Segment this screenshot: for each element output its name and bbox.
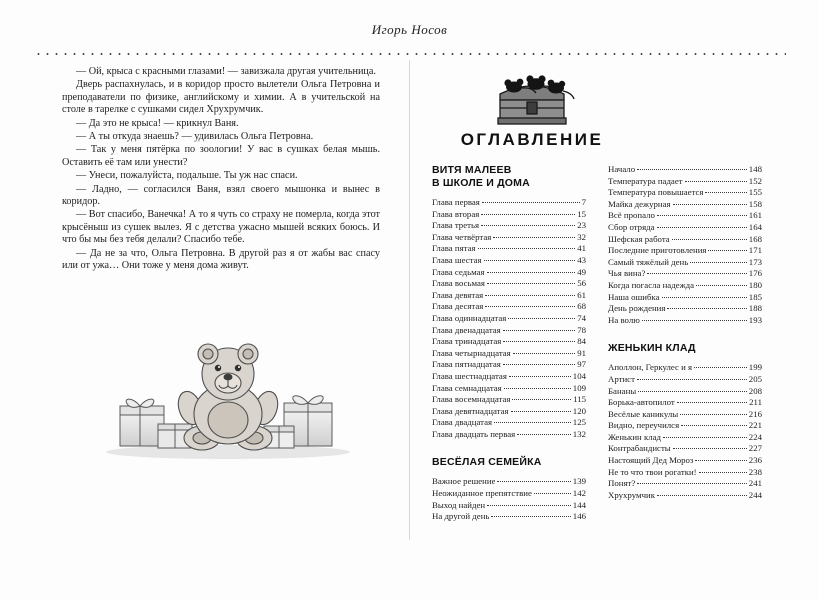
toc-leader [481,214,575,215]
toc-entry-title: Хрухрумчик [608,489,655,500]
toc-entry-page: 142 [572,488,586,499]
toc-entry[interactable] [432,500,586,512]
toc-leader [662,297,747,298]
toc-entry-title: Аполлон, Геркулес и я [608,362,693,373]
toc-entry-page: 109 [572,382,586,393]
toc-entry-title: Настоящий Дед Мороз [608,455,694,466]
toc-entry-page: 23 [577,220,586,231]
toc-entry-title: Самый тяжёлый день [608,256,689,267]
toc-entry-title: Глава восьмая [432,278,485,289]
toc-entry[interactable] [432,220,586,232]
toc-leader [637,169,747,170]
paragraph: — Вот спасибо, Ванечка! А то я чуть со страху не померла, когда этот крысёныш из сушек вылез. Я с детства ужасно мышей всяких боюсь. И что бы мы без тебя делали? Спасибо тебе. [62,209,380,246]
toc-leader [534,493,571,494]
toc-leader [509,376,571,377]
toc-entry[interactable] [432,325,586,337]
toc-entry[interactable] [608,245,762,257]
toc-entry-page: 173 [748,256,762,267]
toc-entry[interactable] [432,290,586,302]
toc-leader [487,272,576,273]
paragraph: — Да не за что, Ольга Петровна. В другой раз я от жабы вас спасу или от ужа… Они тоже у меня дома живут. [62,247,380,272]
toc-entry[interactable] [608,234,762,246]
toc-leader [680,414,747,415]
paragraph: — Унеси, пожалуйста, подальше. Ты уж нас спаси. [76,170,298,182]
toc-entry-page: 41 [577,243,586,254]
toc-entry-title: Весёлые каникулы [608,408,679,419]
toc-entry-page: 139 [572,476,586,487]
toc-entry-title: Глава десятая [432,301,484,312]
toc-entry-title: Неожиданное препятствие [432,488,532,499]
toc-entry-title: Глава пятая [432,243,476,254]
toc-entry-title: Глава восемнадцатая [432,394,511,405]
toc-entry[interactable] [432,383,586,395]
toc-entry[interactable] [432,278,586,290]
toc-leader [508,318,575,319]
toc-entry-page: 205 [748,373,762,384]
toc-entry[interactable] [432,429,586,441]
toc-leader [481,225,575,226]
toc-entry-title: Бананы [608,385,637,396]
dotted-divider [34,52,786,56]
toc-leader [494,422,571,423]
toc-entry[interactable] [608,315,762,327]
toc-leader [478,248,576,249]
toc-leader [503,364,575,365]
toc-entry-page: 152 [748,175,762,186]
toc-entry-title: Глава двенадцатая [432,324,501,335]
toc-entry-page: 91 [577,347,586,358]
toc-entry-page: 241 [748,478,762,489]
paragraph: — Ладно, — согласился Ваня, взял своего мышонка и вынес в коридор. [62,183,380,208]
toc-entry-title: Глава шестая [432,254,482,265]
toc-entry[interactable] [432,417,586,429]
toc-entry-page: 15 [577,208,586,219]
toc-leader [512,399,571,400]
toc-entry[interactable] [432,348,586,360]
toc-entry-title: Последние приготовления [608,245,707,256]
toc-entry[interactable] [608,257,762,269]
toc-entry-title: Глава двадцать первая [432,428,516,439]
toc-entry-title: Контрабандисты [608,443,671,454]
toc-leader [705,192,746,193]
toc-entry[interactable] [432,371,586,383]
toc-columns [432,164,762,523]
toc-entry-page: 32 [577,231,586,242]
toc-entry-page: 227 [748,443,762,454]
toc-entry-page: 185 [748,291,762,302]
toc-entry-title: Глава вторая [432,208,480,219]
toc-entry-title: Женькин клад [608,431,661,442]
toc-entry[interactable] [608,374,762,386]
toc-entry-page: 161 [748,210,762,221]
toc-leader [685,181,747,182]
toc-entry[interactable] [432,255,586,267]
toc-column-right [608,164,762,523]
toc-entry[interactable] [608,187,762,199]
toc-entry-page: 221 [748,420,762,431]
toc-entry-title: Глава четвёртая [432,231,492,242]
toc-entry-page: 120 [572,405,586,416]
toc-entry-page: 61 [577,289,586,300]
toc-entry[interactable] [608,362,762,374]
toc-entry-page: 115 [573,394,586,405]
toc-entry[interactable] [432,488,586,500]
toc-section-heading-zhenkin: ЖЕНЬКИН КЛАД [608,342,696,355]
toc-entry-title: На другой день [432,511,490,522]
toc-entry-page: 78 [577,324,586,335]
dotted-divider-line [34,52,786,56]
toc-entry-title: Майка дежурная [608,198,671,209]
toc-entry[interactable] [608,490,762,502]
body-text-column [62,66,380,274]
toc-entry-title: Чья вина? [608,268,646,279]
toc-leader [657,215,747,216]
toc-entry-title: На волю [608,314,640,325]
toc-entry-title: Глава тринадцатая [432,336,502,347]
toc-entry[interactable] [608,176,762,188]
toc-entry-page: 84 [577,336,586,347]
toc-emblem [432,68,762,164]
toc-entry-title: Выход найден [432,499,486,510]
toc-leader [657,495,747,496]
toc-leader [493,237,575,238]
toc-leader [667,308,746,309]
toc-entry-title: Важное решение [432,476,496,487]
toc-entry-title: Артист [608,373,635,384]
toc-entry[interactable] [608,386,762,398]
toc-leader [673,204,747,205]
toc-entry-page: 97 [577,359,586,370]
column-divider [409,60,410,540]
toc-entry-page: 224 [748,431,762,442]
toc-entry[interactable] [608,164,762,176]
toc-leader [638,391,747,392]
toc-entry-page: 125 [572,417,586,428]
toc-leader [637,483,747,484]
toc-entry[interactable] [608,222,762,234]
toc-leader [511,411,571,412]
toc-leader [497,481,570,482]
toc-entry-title: Глава третья [432,220,480,231]
toc-entry[interactable] [608,268,762,280]
toc-leader [513,353,575,354]
toc-entry-page: 180 [748,279,762,290]
toc-entry-page: 146 [572,511,586,522]
toc-entry-page: 188 [748,303,762,314]
toc-leader [694,367,747,368]
toc-entry[interactable] [432,313,586,325]
toc-entry-page: 104 [572,370,586,381]
toc-leader [695,460,746,461]
paragraph: — Да это не крыса! — крикнул Ваня. [76,117,239,129]
toc-entry-page: 7 [581,197,586,207]
paragraph: — Так у меня пятёрка по зоологии! У вас в сушках белая мышь. Оставить её там или унести? [62,144,380,168]
toc-entry[interactable] [608,210,762,222]
toc-entry-title: Глава одиннадцатая [432,312,507,323]
paragraph: Дверь распахнулась, и в коридор просто вылетели Ольга Петровна и преподаватели по физике, английскому и химии. А в учительской на столе в тарелке с сушками сидел Хрухрумчик. [62,79,380,116]
toc-leader [504,388,571,389]
toc-leader [485,306,575,307]
toc-entry-title: Глава пятнадцатая [432,359,501,370]
toc-entry-page: 216 [748,408,762,419]
toc-leader [482,202,580,203]
toc-entry[interactable] [432,243,586,255]
toc-entry[interactable] [432,301,586,313]
toc-entry-page: 164 [748,221,762,232]
toc-entry[interactable] [608,420,762,432]
toc-entry-page: 148 [748,164,762,174]
toc-entry-title: Температура повышается [608,187,704,198]
toc-entry-title: Начало [608,164,636,174]
toc-entry-title: Шефская работа [608,233,670,244]
toc-entry[interactable] [608,455,762,467]
toc-entry[interactable] [432,197,586,209]
toc-leader [503,341,575,342]
toc-entry-title: Когда погасла надежда [608,279,695,290]
toc-entry[interactable] [608,467,762,479]
toc-leader [681,425,747,426]
toc-section-heading-semeyka: ВЕСЁЛАЯ СЕМЕЙКА [432,456,542,469]
toc-entry[interactable] [432,394,586,406]
toc-leader [657,227,747,228]
toc-leader [491,516,570,517]
toc-entry-page: 43 [577,254,586,265]
toc-entry-page: 199 [748,362,762,373]
toc-leader [672,239,747,240]
table-of-contents [432,68,762,523]
toc-entry[interactable] [432,209,586,221]
toc-entry[interactable] [432,511,586,523]
toc-entry[interactable] [432,359,586,371]
toc-entry-page: 49 [577,266,586,277]
toc-entry-page: 238 [748,466,762,477]
toc-entry-page: 168 [748,233,762,244]
running-head: Игорь Носов [371,22,448,37]
toc-entry-title: День рождения [608,303,666,314]
toc-entry-title: Глава девятнадцатая [432,405,509,416]
toc-leader [696,285,747,286]
toc-entry[interactable] [608,409,762,421]
toc-entry[interactable] [432,232,586,244]
toc-leader [673,448,747,449]
toc-entry[interactable] [608,432,762,444]
toc-section-heading-line: В ШКОЛЕ И ДОМА [432,177,530,189]
toc-entry-page: 74 [577,312,586,323]
toc-entry-title: Всё пропало [608,210,655,221]
toc-entry-page: 244 [748,489,762,500]
toc-entry[interactable] [608,397,762,409]
toc-entry[interactable] [608,478,762,490]
toc-leader [690,262,747,263]
toc-entry-title: Видно, переучился [608,420,680,431]
toc-entry-page: 208 [748,385,762,396]
toc-leader [503,330,575,331]
toc-leader [485,295,575,296]
toc-title: ОГЛАВЛЕНИЕ [460,130,604,149]
toc-section-heading-vitya [432,164,586,190]
toc-entry-title: Понят? [608,478,636,489]
toc-leader [487,283,575,284]
toc-entry-title: Глава семнадцатая [432,382,502,393]
toc-entry[interactable] [608,199,762,211]
toc-entry[interactable] [608,280,762,292]
toc-entry[interactable] [608,292,762,304]
toc-entry-title: Глава шестнадцатая [432,370,507,381]
toc-entry[interactable] [432,476,586,488]
toc-entry[interactable] [432,406,586,418]
toc-entry[interactable] [432,336,586,348]
toc-leader [517,434,571,435]
toc-entry-page: 211 [749,397,762,408]
toc-entry-title: Сбор отряда [608,221,655,232]
toc-entry-title: Температура падает [608,175,683,186]
toc-entry-page: 193 [748,314,762,325]
toc-leader [708,250,746,251]
toc-entry-title: Борька-автопилот [608,397,675,408]
toc-entry-page: 56 [577,278,586,289]
toc-entry-title: Наша ошибка [608,291,660,302]
toc-leader [642,320,747,321]
toc-entry-title: Глава двадцатая [432,417,493,428]
toc-leader [663,437,747,438]
toc-leader [677,402,747,403]
toc-entry-page: 158 [748,198,762,209]
toc-column-left [432,164,586,523]
toc-entry-page: 144 [572,499,586,510]
toc-entry-page: 171 [748,245,762,256]
toc-entry-page: 68 [577,301,586,312]
toc-entry-page: 176 [748,268,762,279]
toc-section-heading-line: ВИТЯ МАЛЕЕВ [432,164,512,176]
toc-entry-title: Глава седьмая [432,266,485,277]
toc-leader [487,505,571,506]
toc-entry[interactable] [432,267,586,279]
toc-entry-page: 155 [748,187,762,198]
paragraph: — А ты откуда знаешь? — удивилась Ольга Петровна. [76,131,314,143]
toc-entry-title: Не то что твои рогатки! [608,466,697,477]
toc-entry-page: 236 [748,455,762,466]
paragraph: — Ой, крыса с красными глазами! — завизжала другая учительница. [76,66,376,77]
toc-entry-page: 132 [572,428,586,439]
toc-entry[interactable] [608,303,762,315]
toc-leader [484,260,576,261]
toc-entry-title: Глава четырнадцатая [432,347,511,358]
toc-leader [637,379,747,380]
toc-entry[interactable] [608,443,762,455]
toc-entry-title: Глава девятая [432,289,484,300]
toc-leader [647,273,746,274]
teddy-bear-illustration [78,330,368,460]
toc-entry-title: Глава первая [432,197,480,207]
toc-leader [699,472,747,473]
